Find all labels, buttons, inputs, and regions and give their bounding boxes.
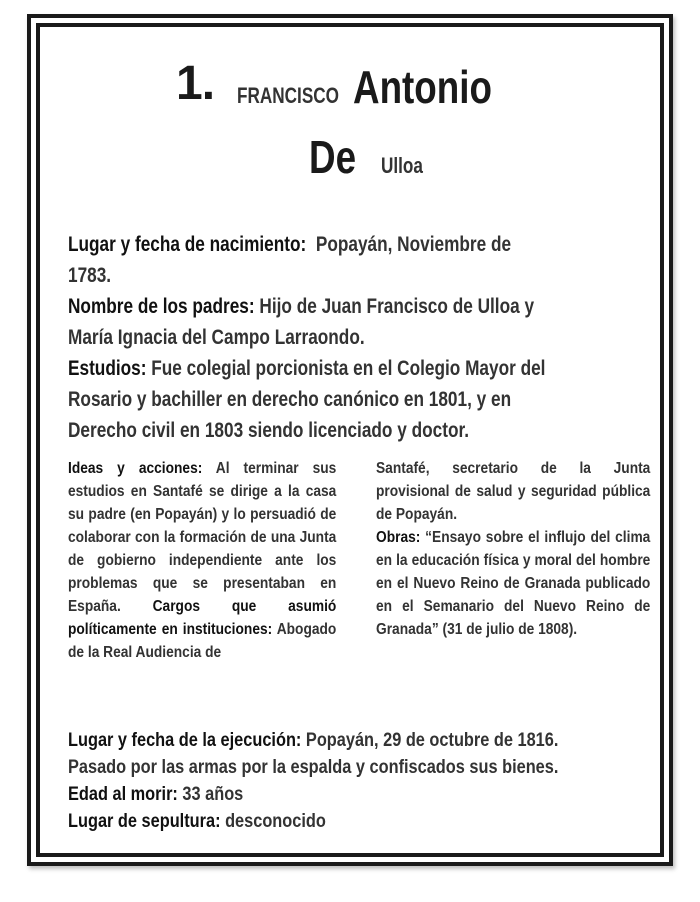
title-number: 1. (176, 57, 215, 110)
title-first-name-small: FRANCISCO (237, 83, 340, 108)
works-text: “Ensayo sobre el influjo del clima en la educación física y moral del hombre en el Nuevo Reino de Granada publicado en el Semanario del Nuevo Reino de Granada” (31 de julio de 1808). (376, 529, 651, 638)
ideas-text: Al terminar sus estudios en Santafé se dirige a la casa su padre (en Popayán) y lo persuadió de colaborar con la formación de una Junta de gobierno independiente ante los problemas que se presentaban en España. (68, 460, 337, 615)
studies-line1 (68, 353, 545, 384)
title-surname-wrap (381, 153, 435, 179)
studies-value-line3: Derecho civil en 1803 siendo licenciado y doctor. (68, 419, 470, 442)
parents-value-line1: Hijo de Juan Francisco de Ulloa y (259, 295, 535, 318)
parents-line2 (68, 322, 365, 353)
birth-line1 (68, 229, 642, 260)
burial-label: Lugar de sepultura: (68, 811, 221, 832)
execution-line2 (68, 755, 558, 780)
title-first-name-big-wrap (353, 60, 527, 114)
birth-year: 1783. (68, 264, 112, 287)
studies-label: Estudios: (68, 357, 147, 380)
execution-value: Popayán, 29 de octubre de 1816. (305, 730, 559, 751)
age-label: Edad al morir: (68, 784, 178, 805)
birth-line2 (68, 260, 111, 291)
burial-line (68, 809, 326, 834)
parents-label: Nombre de los padres: (68, 295, 255, 318)
age-value: 33 años (182, 784, 244, 805)
title (176, 56, 214, 116)
parents-value-line2: María Ignacia del Campo Larraondo. (68, 326, 365, 349)
execution-label: Lugar y fecha de la ejecución: (68, 730, 302, 751)
title-surname: Ulloa (381, 153, 423, 178)
works-label: Obras: (376, 529, 421, 546)
title-particle-wrap (309, 130, 368, 184)
burial-value: desconocido (225, 811, 326, 832)
studies-line3 (68, 415, 469, 446)
execution-detail: Pasado por las armas por la espalda y confiscados sus bienes. (68, 757, 559, 778)
birth-label: Lugar y fecha de nacimiento: (68, 233, 307, 256)
ideas-label: Ideas y acciones: (68, 460, 203, 477)
title-first-name-big: Antonio (353, 61, 492, 113)
title-first-name-small-wrap (237, 83, 368, 109)
studies-value-line2: Rosario y bachiller en derecho canónico en 1801, y en (68, 388, 512, 411)
positions-text-col2: Santafé, secretario de la Junta provisional de salud y seguridad pública de Popayán. (376, 460, 651, 523)
positions-label: Cargos que asumió políticamente en instituciones: (68, 598, 337, 638)
execution-line1 (68, 728, 558, 753)
parents-line1 (68, 291, 534, 322)
studies-value-line1: Fue colegial porcionista en el Colegio Mayor del (151, 357, 546, 380)
studies-line2 (68, 384, 511, 415)
left-column (68, 457, 336, 664)
title-particle: De (309, 131, 357, 183)
positions-text-col1: Abogado de la Real Audiencia de (68, 621, 337, 661)
age-line (68, 782, 243, 807)
birth-value: Popayán, Noviembre de (315, 233, 512, 256)
right-column (376, 457, 650, 641)
